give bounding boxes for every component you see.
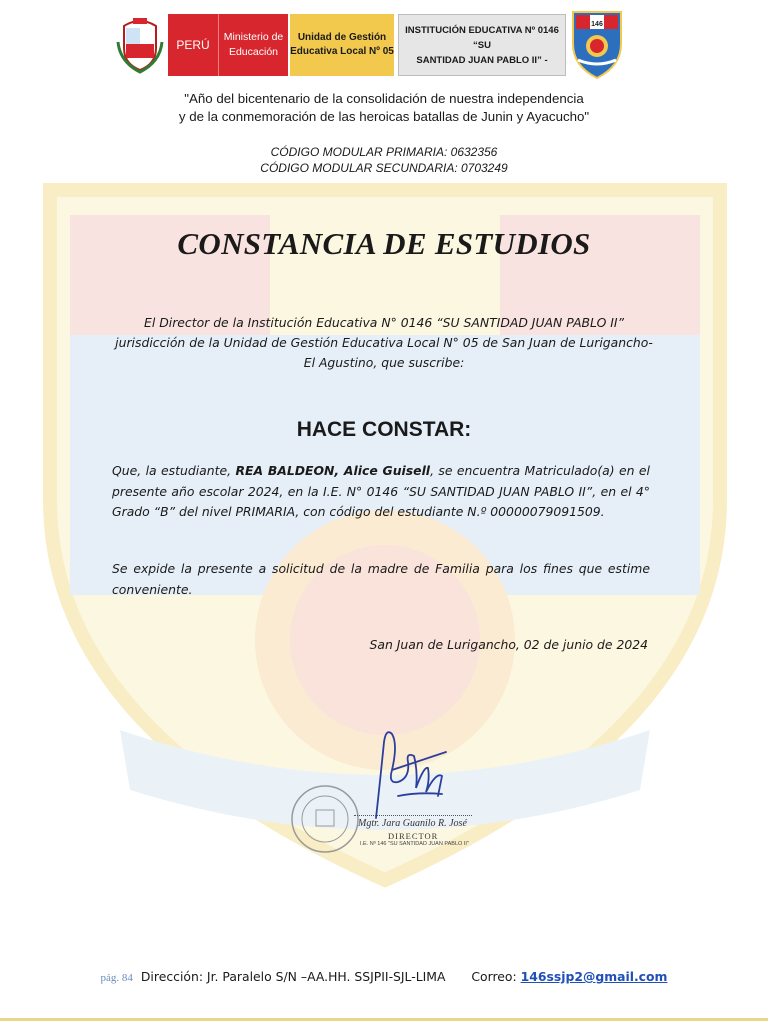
signature-block [288, 722, 508, 862]
ministry-label: Ministerio de Educación [218, 14, 288, 76]
footer [0, 969, 768, 984]
signatory-institution: I.E. Nº 146 "SU SANTIDAD JUAN PABLO II" [360, 841, 469, 847]
intro-paragraph: El Director de la Institución Educativa N° 0146 “SU SANTIDAD JUAN PABLO II” jurisdicción de la Unidad de Gestión Educativa Local N° 05 de San Juan de Lurigancho-El Agustino, que suscribe: [115, 315, 653, 370]
student-name: REA BALDEON, Alice Guisell [235, 463, 431, 478]
page-number: pág. 84 [100, 972, 133, 984]
footer-address: Dirección: Jr. Paralelo S/N –AA.HH. SSJPII-SJL-LIMA [140, 969, 446, 984]
code-secundaria: CÓDIGO MODULAR SECUNDARIA: 0703249 [260, 161, 508, 175]
footer-rule [0, 1018, 768, 1021]
school-name-label: INSTITUCIÓN EDUCATIVA Nº 0146 “SU SANTIDAD JUAN PABLO II” - [398, 14, 566, 76]
signatory-role: DIRECTOR [388, 831, 439, 841]
footer-email-link[interactable]: 146ssjp2@gmail.com [520, 969, 668, 984]
code-primaria: CÓDIGO MODULAR PRIMARIA: 0632356 [270, 145, 498, 159]
footer-email-label: Correo: [471, 969, 521, 984]
official-seal-icon [288, 782, 362, 856]
crest-number: 146 [591, 21, 603, 28]
signatory-name: Mgtr. Jara Guanilo R. José [358, 818, 467, 829]
purpose-paragraph: Se expide la presente a solicitud de la madre de Familia para los fines que estime conveniente. [112, 561, 650, 597]
letterhead [112, 6, 632, 82]
signature-line [354, 815, 472, 816]
school-crest-icon [570, 8, 624, 80]
document-title: CONSTANCIA DE ESTUDIOS [177, 226, 591, 261]
signature-icon [358, 722, 478, 822]
peru-coat-of-arms-icon [116, 12, 164, 74]
ugel-label: Unidad de Gestión Educativa Local Nº 05 [290, 14, 394, 76]
place-and-date: San Juan de Lurigancho, 02 de junio de 2024 [369, 637, 648, 652]
certification-paragraph: Que, la estudiante, REA BALDEON, Alice Guisell, se encuentra Matriculado(a) en el presente año escolar 2024, en la I.E. N° 0146 “SU SANTIDAD JUAN PABLO II”, en el 4° Grado “B” del nivel PRIMARIA, con código del estudiante N.º 00000079091509. [112, 463, 650, 519]
hace-constar-heading: HACE CONSTAR: [296, 418, 472, 441]
peru-label: PERÚ [168, 14, 218, 76]
year-motto: "Año del bicentenario de la consolidación de nuestra independencia y de la conmemoración de las heroicas batallas de Junin y Ayacucho" [178, 91, 590, 124]
modular-codes [0, 144, 768, 176]
